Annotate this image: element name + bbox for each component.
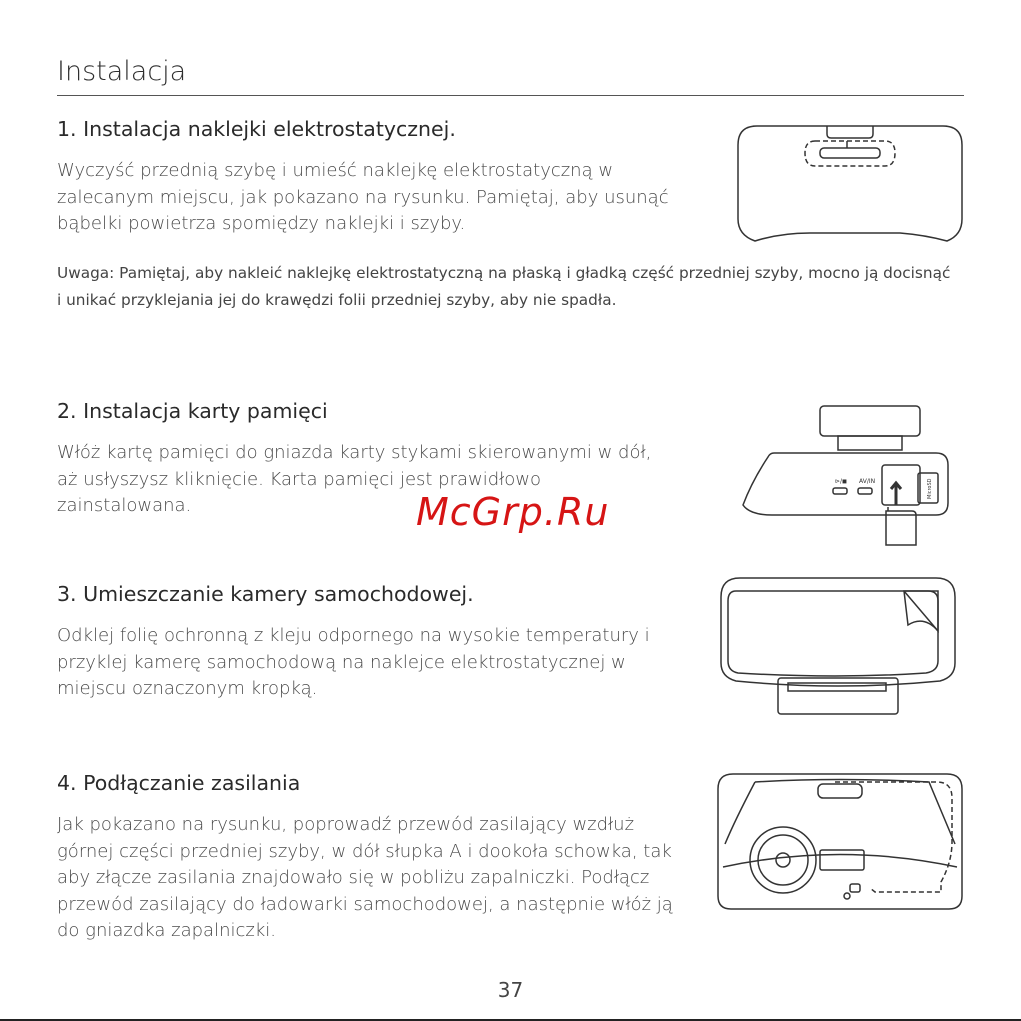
windshield-sticker-icon — [735, 123, 965, 247]
watermark: McGrp.Ru — [416, 490, 610, 534]
section-body: Włóż kartę pamięci do gniazda karty stykami skierowanymi w dół, aż usłyszysz kliknięcie. Karta pamięci jest prawidłowo zainstalowana. — [57, 442, 652, 516]
memory-card-slot-icon — [738, 403, 958, 549]
section-body: Odklej folię ochronną z kleju odpornego na wysokie temperatury i przyklej kamerę samochodową na naklejce elektrostatycznej w miejscu oznaczonym kropką. — [57, 625, 650, 699]
port-label: ⊳/◼ — [835, 478, 848, 485]
section-body: Jak pokazano na rysunku, poprowadź przewód zasilający wzdłuż górnej części przedniej szyby, w dół słupka A i dookoła schowka, tak aby złącze zasilania znajdowało się w pobliżu zapalniczki. Podłącz przewód zasilający do ładowarki samochodowej, a następnie włóż ją do gniazdka zapalniczki. — [57, 814, 673, 941]
section-body: Wyczyść przednią szybę i umieść naklejkę elektrostatyczną w zalecanym miejscu, jak pokazano na rysunku. Pamiętaj, aby usunąć bąbelki powietrza spomiędzy naklejki i szyby. — [57, 160, 669, 234]
port-label: AV/IN — [859, 478, 876, 485]
section-power — [57, 770, 677, 945]
section-title: 1. Instalacja naklejki elektrostatycznej. — [57, 117, 456, 141]
note-text: Uwaga: Pamiętaj, aby nakleić naklejkę elektrostatyczną na płaską i gładką część przedniej szyby, mocno ją docisnąć i unikać przyklejania jej do krawędzi folii przedniej szyby, aby nie spadła. — [57, 264, 951, 309]
section-title: 4. Podłączanie zasilania — [57, 771, 301, 795]
port-label: MicroSD — [927, 478, 933, 499]
section-camera-mount — [57, 581, 677, 703]
page-number: 37 — [497, 978, 524, 1002]
dashcam-adhesive-icon — [718, 575, 958, 717]
section-title: 2. Instalacja karty pamięci — [57, 399, 328, 423]
section-title: 3. Umieszczanie kamery samochodowej. — [57, 582, 474, 606]
car-interior-cable-route-icon — [715, 772, 965, 912]
title-divider — [57, 95, 964, 96]
section-sticker-install — [57, 116, 677, 238]
page-title: Instalacja — [57, 56, 187, 87]
